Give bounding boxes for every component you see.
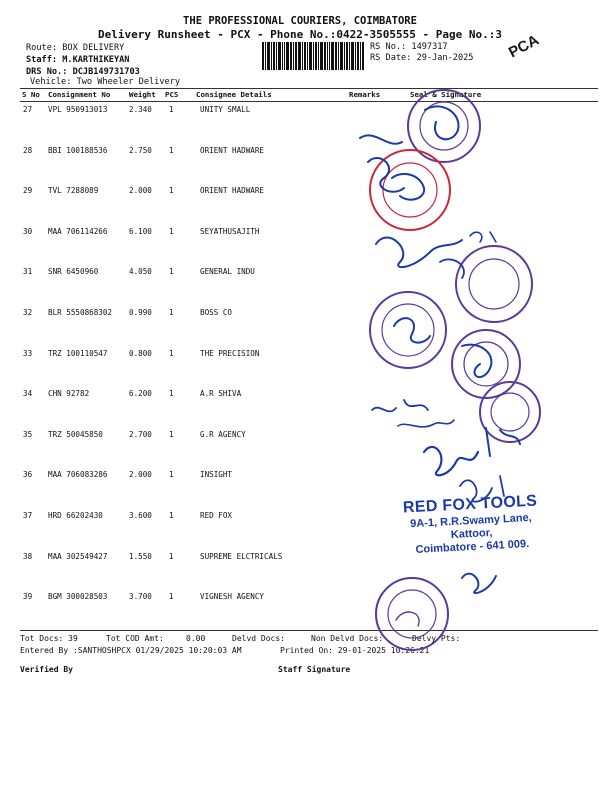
seal-stamp-row-28: [368, 150, 450, 230]
cell-sno: 38: [23, 551, 33, 561]
col-header-weight: Weight: [129, 90, 156, 99]
seal-stamp-row-33: [452, 330, 520, 398]
cell-sno: 37: [23, 511, 33, 520]
cell-pcs: 1: [169, 470, 174, 480]
seal-stamp-row-34: [372, 382, 540, 442]
cell-sno: 27: [23, 105, 33, 114]
non-delivered-docs: Non Delvd Docs:: [311, 634, 384, 643]
cell-consignment-no: SNR 6450960: [48, 267, 99, 277]
runsheet-title: Delivery Runsheet - PCX - Phone No.:0422-3505555 - Page No.:3: [98, 28, 502, 41]
cell-weight: 2.340: [129, 105, 152, 114]
seal-stamp-row-32: [370, 292, 446, 368]
cell-consignment-no: MAA 706114266: [48, 226, 108, 236]
total-docs: Tot Docs: 39: [20, 634, 78, 643]
cell-sno: 31: [23, 267, 33, 277]
printed-on: Printed On: 29-01-2025 10:26:21: [280, 646, 430, 655]
col-header-consignment: Consignment No: [48, 90, 111, 99]
cell-weight: 0.990: [129, 308, 152, 317]
cell-weight: 6.200: [129, 389, 152, 399]
cell-weight: 2.700: [129, 429, 152, 439]
cell-pcs: 1: [169, 308, 174, 317]
col-header-sno: S No: [22, 90, 40, 99]
cell-consignment-no: CHN 92782: [48, 389, 90, 399]
signature-row-35: [424, 428, 520, 475]
cell-consignee: A.R SHIVA: [200, 389, 242, 399]
cell-weight: 6.100: [129, 226, 152, 236]
cell-weight: 2.000: [129, 186, 152, 196]
cell-sno: 32: [23, 308, 33, 317]
cell-consignment-no: MAA 706083286: [48, 470, 108, 480]
cell-weight: 0.800: [129, 348, 152, 358]
cell-pcs: 1: [169, 267, 174, 277]
col-header-consignee: Consignee Details: [196, 90, 272, 99]
seal-stamp-row-31: [440, 246, 532, 322]
stamp-company-name: RED FOX TOOLS: [402, 492, 538, 517]
cell-consignee: BOSS CO: [200, 308, 233, 317]
signature-row-38: [462, 574, 496, 593]
cell-consignment-no: HRD 66202430: [48, 511, 103, 520]
cell-consignee: SEYATHUSAJITH: [200, 226, 260, 236]
cell-weight: 2.000: [129, 470, 152, 480]
total-cod-value: 0.00: [186, 634, 206, 643]
col-header-pcs: PCS: [165, 90, 179, 99]
cell-consignee: ORIENT HADWARE: [200, 145, 265, 155]
staff-signature-label: Staff Signature: [278, 665, 351, 674]
drs-number: DRS No.: DCJB149731703: [26, 67, 140, 77]
cell-consignee: VIGNESH AGENCY: [200, 592, 265, 602]
cell-consignment-no: BLR 5550868302: [48, 308, 113, 317]
cell-sno: 30: [23, 226, 33, 236]
cell-consignment-no: MAA 302549427: [48, 551, 108, 561]
cell-consignee: SUPREME ELCTRICALS: [200, 551, 283, 561]
seal-stamp-row-39: [376, 578, 448, 650]
cell-weight: 1.550: [129, 551, 152, 561]
cell-pcs: 1: [169, 186, 174, 196]
rs-number: RS No.: 1497317: [370, 42, 448, 52]
stamp-address-line-1: 9A-1, R.R.Swamy Lane,: [409, 511, 533, 531]
stamp-address-line-3: Coimbatore - 641 009.: [415, 538, 530, 556]
cell-pcs: 1: [169, 348, 174, 358]
cell-consignment-no: TRZ 100110547: [48, 348, 108, 358]
cell-consignment-no: BGM 300028503: [48, 592, 108, 602]
red-fox-tools-stamp: [403, 493, 540, 557]
cell-sno: 34: [23, 389, 33, 399]
vehicle-text: Vehicle: Two Wheeler Delivery: [30, 77, 181, 87]
cell-pcs: 1: [169, 511, 174, 520]
col-header-seal-signature: Seal & Signature: [410, 90, 482, 99]
cell-consignee: G.R AGENCY: [200, 429, 246, 439]
cell-consignee: INSIGHT: [200, 470, 233, 480]
total-cod-label: Tot COD Amt:: [106, 634, 164, 643]
cell-pcs: 1: [169, 551, 174, 561]
cell-consignee: GENERAL INDU: [200, 267, 255, 277]
staff-text: Staff: M.KARTHIKEYAN: [26, 55, 130, 65]
cell-consignment-no: VPL 950913013: [48, 105, 108, 114]
cell-weight: 3.700: [129, 592, 152, 602]
entered-by: Entered By :SANTHOSHPCX 01/29/2025 10:20:03 AM: [20, 646, 242, 655]
cell-consignee: THE PRECISION: [200, 348, 260, 358]
cell-consignee: UNITY SMALL: [200, 105, 251, 114]
col-header-remarks: Remarks: [349, 90, 381, 99]
cell-sno: 33: [23, 348, 33, 358]
cell-sno: 28: [23, 145, 33, 155]
verified-by-label: Verified By: [20, 665, 73, 674]
cell-weight: 2.750: [129, 145, 152, 155]
cell-pcs: 1: [169, 592, 174, 602]
cell-consignment-no: BBI 100188536: [48, 145, 108, 155]
delivery-points: Delvy Pts:: [412, 634, 461, 643]
cell-consignee: RED FOX: [200, 511, 233, 520]
cell-sno: 36: [23, 470, 33, 480]
cell-weight: 4.050: [129, 267, 152, 277]
pca-handwritten-mark: PCA: [505, 31, 542, 62]
stamp-address-line-2: Kattoor,: [450, 526, 493, 542]
cell-sno: 39: [23, 592, 33, 602]
company-title: THE PROFESSIONAL COURIERS, COIMBATORE: [183, 15, 417, 27]
cell-pcs: 1: [169, 105, 174, 114]
cell-weight: 3.600: [129, 511, 152, 520]
cell-sno: 29: [23, 186, 33, 196]
cell-sno: 35: [23, 429, 33, 439]
cell-pcs: 1: [169, 226, 174, 236]
cell-pcs: 1: [169, 429, 174, 439]
cell-pcs: 1: [169, 389, 174, 399]
delivered-docs: Delvd Docs:: [232, 634, 285, 643]
cell-consignment-no: TVL 7288089: [48, 186, 99, 196]
cell-pcs: 1: [169, 145, 174, 155]
cell-consignment-no: TRZ 50045850: [48, 429, 103, 439]
cell-consignee: ORIENT HADWARE: [200, 186, 265, 196]
rs-date: RS Date: 29-Jan-2025: [370, 53, 474, 63]
route-text: Route: BOX DELIVERY: [26, 43, 125, 53]
